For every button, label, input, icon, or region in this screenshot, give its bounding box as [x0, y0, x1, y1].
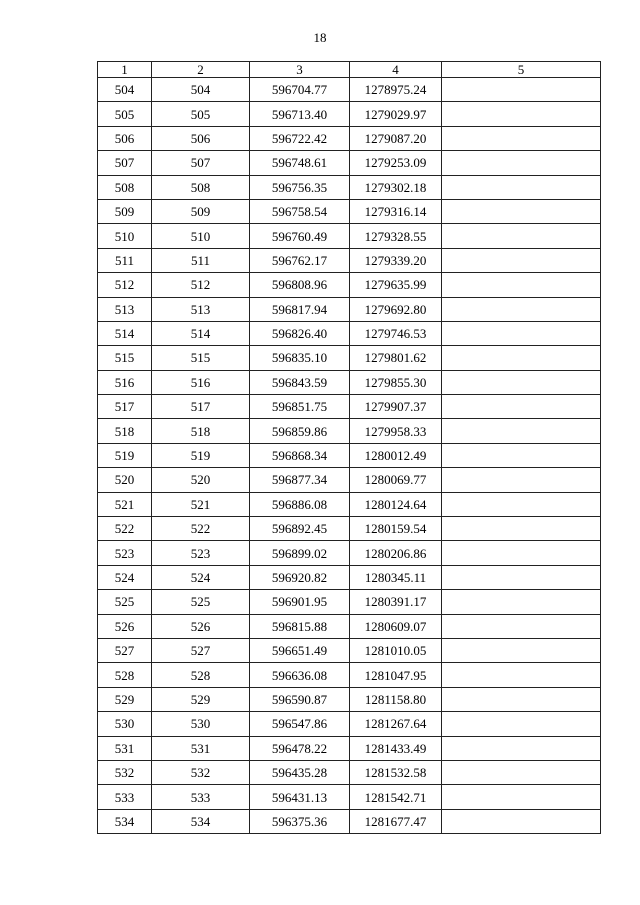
point-id-cell: 530	[152, 712, 250, 736]
x-coordinate-cell: 596748.61	[250, 151, 350, 175]
header-cell-2: 2	[152, 62, 250, 78]
point-id-cell: 532	[152, 760, 250, 784]
table-body	[98, 78, 601, 834]
point-id-cell: 519	[152, 443, 250, 467]
page-number: 18	[313, 30, 327, 45]
point-id-cell: 517	[152, 395, 250, 419]
table-row	[98, 199, 601, 223]
point-number-cell: 521	[98, 492, 152, 516]
notes-cell	[442, 687, 601, 711]
point-id-cell: 512	[152, 273, 250, 297]
notes-cell	[442, 346, 601, 370]
x-coordinate-cell: 596808.96	[250, 273, 350, 297]
table-row	[98, 590, 601, 614]
x-coordinate-cell: 596762.17	[250, 248, 350, 272]
header-cell-1: 1	[98, 62, 152, 78]
notes-cell	[442, 224, 601, 248]
point-number-cell: 533	[98, 785, 152, 809]
y-coordinate-cell: 1279302.18	[350, 175, 442, 199]
point-id-cell: 523	[152, 541, 250, 565]
header-cell-5: 5	[442, 62, 601, 78]
notes-cell	[442, 614, 601, 638]
x-coordinate-cell: 596851.75	[250, 395, 350, 419]
x-coordinate-cell: 596886.08	[250, 492, 350, 516]
table-row	[98, 224, 601, 248]
y-coordinate-cell: 1279855.30	[350, 370, 442, 394]
point-number-cell: 531	[98, 736, 152, 760]
point-number-cell: 518	[98, 419, 152, 443]
notes-cell	[442, 419, 601, 443]
notes-cell	[442, 175, 601, 199]
point-number-cell: 514	[98, 321, 152, 345]
point-id-cell: 506	[152, 126, 250, 150]
point-number-cell: 519	[98, 443, 152, 467]
x-coordinate-cell: 596722.42	[250, 126, 350, 150]
y-coordinate-cell: 1280609.07	[350, 614, 442, 638]
point-id-cell: 528	[152, 663, 250, 687]
x-coordinate-cell: 596435.28	[250, 760, 350, 784]
point-number-cell: 517	[98, 395, 152, 419]
table-row	[98, 517, 601, 541]
point-number-cell: 527	[98, 638, 152, 662]
x-coordinate-cell: 596756.35	[250, 175, 350, 199]
point-id-cell: 521	[152, 492, 250, 516]
x-coordinate-cell: 596590.87	[250, 687, 350, 711]
y-coordinate-cell: 1281047.95	[350, 663, 442, 687]
y-coordinate-cell: 1279316.14	[350, 199, 442, 223]
y-coordinate-cell: 1281677.47	[350, 809, 442, 833]
table-row	[98, 443, 601, 467]
y-coordinate-cell: 1279692.80	[350, 297, 442, 321]
x-coordinate-cell: 596547.86	[250, 712, 350, 736]
point-id-cell: 505	[152, 102, 250, 126]
y-coordinate-cell: 1279746.53	[350, 321, 442, 345]
table-row	[98, 736, 601, 760]
point-number-cell: 526	[98, 614, 152, 638]
x-coordinate-cell: 596817.94	[250, 297, 350, 321]
point-number-cell: 510	[98, 224, 152, 248]
y-coordinate-cell: 1280159.54	[350, 517, 442, 541]
point-id-cell: 531	[152, 736, 250, 760]
notes-cell	[442, 492, 601, 516]
point-id-cell: 504	[152, 78, 250, 102]
table-row	[98, 370, 601, 394]
notes-cell	[442, 638, 601, 662]
point-id-cell: 524	[152, 565, 250, 589]
point-id-cell: 529	[152, 687, 250, 711]
table-row	[98, 565, 601, 589]
table-row	[98, 712, 601, 736]
y-coordinate-cell: 1281542.71	[350, 785, 442, 809]
point-id-cell: 516	[152, 370, 250, 394]
point-number-cell: 504	[98, 78, 152, 102]
table-row	[98, 395, 601, 419]
notes-cell	[442, 541, 601, 565]
notes-cell	[442, 151, 601, 175]
table-row	[98, 809, 601, 833]
notes-cell	[442, 321, 601, 345]
x-coordinate-cell: 596859.86	[250, 419, 350, 443]
notes-cell	[442, 663, 601, 687]
point-number-cell: 506	[98, 126, 152, 150]
point-id-cell: 518	[152, 419, 250, 443]
y-coordinate-cell: 1279339.20	[350, 248, 442, 272]
point-id-cell: 527	[152, 638, 250, 662]
y-coordinate-cell: 1279087.20	[350, 126, 442, 150]
table-row	[98, 541, 601, 565]
table-row	[98, 492, 601, 516]
point-number-cell: 522	[98, 517, 152, 541]
notes-cell	[442, 760, 601, 784]
point-number-cell: 523	[98, 541, 152, 565]
notes-cell	[442, 736, 601, 760]
point-number-cell: 515	[98, 346, 152, 370]
y-coordinate-cell: 1279635.99	[350, 273, 442, 297]
y-coordinate-cell: 1280124.64	[350, 492, 442, 516]
notes-cell	[442, 809, 601, 833]
table-row	[98, 346, 601, 370]
table-row	[98, 248, 601, 272]
point-number-cell: 530	[98, 712, 152, 736]
point-number-cell: 507	[98, 151, 152, 175]
point-number-cell: 516	[98, 370, 152, 394]
y-coordinate-cell: 1281532.58	[350, 760, 442, 784]
notes-cell	[442, 273, 601, 297]
notes-cell	[442, 517, 601, 541]
x-coordinate-cell: 596868.34	[250, 443, 350, 467]
y-coordinate-cell: 1280206.86	[350, 541, 442, 565]
notes-cell	[442, 297, 601, 321]
y-coordinate-cell: 1278975.24	[350, 78, 442, 102]
point-number-cell: 512	[98, 273, 152, 297]
notes-cell	[442, 126, 601, 150]
x-coordinate-cell: 596815.88	[250, 614, 350, 638]
coordinates-table	[97, 61, 601, 834]
x-coordinate-cell: 596431.13	[250, 785, 350, 809]
x-coordinate-cell: 596892.45	[250, 517, 350, 541]
y-coordinate-cell: 1280069.77	[350, 468, 442, 492]
table-row	[98, 102, 601, 126]
table-header	[98, 62, 601, 78]
x-coordinate-cell: 596835.10	[250, 346, 350, 370]
table-row	[98, 297, 601, 321]
notes-cell	[442, 590, 601, 614]
point-number-cell: 534	[98, 809, 152, 833]
table-row	[98, 638, 601, 662]
x-coordinate-cell: 596478.22	[250, 736, 350, 760]
y-coordinate-cell: 1281158.80	[350, 687, 442, 711]
notes-cell	[442, 102, 601, 126]
x-coordinate-cell: 596651.49	[250, 638, 350, 662]
x-coordinate-cell: 596375.36	[250, 809, 350, 833]
y-coordinate-cell: 1281267.64	[350, 712, 442, 736]
notes-cell	[442, 370, 601, 394]
notes-cell	[442, 248, 601, 272]
notes-cell	[442, 443, 601, 467]
point-id-cell: 514	[152, 321, 250, 345]
y-coordinate-cell: 1279253.09	[350, 151, 442, 175]
point-id-cell: 522	[152, 517, 250, 541]
point-id-cell: 509	[152, 199, 250, 223]
y-coordinate-cell: 1280012.49	[350, 443, 442, 467]
table-row	[98, 321, 601, 345]
notes-cell	[442, 785, 601, 809]
table-row	[98, 78, 601, 102]
x-coordinate-cell: 596758.54	[250, 199, 350, 223]
table-row	[98, 419, 601, 443]
x-coordinate-cell: 596843.59	[250, 370, 350, 394]
point-number-cell: 525	[98, 590, 152, 614]
point-id-cell: 534	[152, 809, 250, 833]
point-id-cell: 513	[152, 297, 250, 321]
header-cell-4: 4	[350, 62, 442, 78]
x-coordinate-cell: 596760.49	[250, 224, 350, 248]
point-number-cell: 532	[98, 760, 152, 784]
x-coordinate-cell: 596901.95	[250, 590, 350, 614]
y-coordinate-cell: 1279029.97	[350, 102, 442, 126]
notes-cell	[442, 395, 601, 419]
point-id-cell: 511	[152, 248, 250, 272]
table-row	[98, 687, 601, 711]
table-row	[98, 273, 601, 297]
y-coordinate-cell: 1279328.55	[350, 224, 442, 248]
table-row	[98, 785, 601, 809]
y-coordinate-cell: 1281433.49	[350, 736, 442, 760]
y-coordinate-cell: 1279907.37	[350, 395, 442, 419]
point-id-cell: 508	[152, 175, 250, 199]
point-number-cell: 528	[98, 663, 152, 687]
y-coordinate-cell: 1281010.05	[350, 638, 442, 662]
point-number-cell: 508	[98, 175, 152, 199]
y-coordinate-cell: 1280345.11	[350, 565, 442, 589]
point-number-cell: 529	[98, 687, 152, 711]
point-id-cell: 510	[152, 224, 250, 248]
notes-cell	[442, 565, 601, 589]
x-coordinate-cell: 596920.82	[250, 565, 350, 589]
table-row	[98, 614, 601, 638]
point-id-cell: 507	[152, 151, 250, 175]
y-coordinate-cell: 1279801.62	[350, 346, 442, 370]
table-row	[98, 151, 601, 175]
point-id-cell: 520	[152, 468, 250, 492]
point-id-cell: 533	[152, 785, 250, 809]
x-coordinate-cell: 596826.40	[250, 321, 350, 345]
point-id-cell: 526	[152, 614, 250, 638]
point-number-cell: 513	[98, 297, 152, 321]
x-coordinate-cell: 596704.77	[250, 78, 350, 102]
point-id-cell: 515	[152, 346, 250, 370]
table-row	[98, 126, 601, 150]
y-coordinate-cell: 1279958.33	[350, 419, 442, 443]
table-row	[98, 468, 601, 492]
table-row	[98, 175, 601, 199]
table-row	[98, 663, 601, 687]
point-number-cell: 511	[98, 248, 152, 272]
x-coordinate-cell: 596713.40	[250, 102, 350, 126]
x-coordinate-cell: 596877.34	[250, 468, 350, 492]
notes-cell	[442, 199, 601, 223]
notes-cell	[442, 712, 601, 736]
point-id-cell: 525	[152, 590, 250, 614]
notes-cell	[442, 468, 601, 492]
point-number-cell: 505	[98, 102, 152, 126]
point-number-cell: 524	[98, 565, 152, 589]
table-row	[98, 760, 601, 784]
point-number-cell: 520	[98, 468, 152, 492]
x-coordinate-cell: 596636.08	[250, 663, 350, 687]
point-number-cell: 509	[98, 199, 152, 223]
x-coordinate-cell: 596899.02	[250, 541, 350, 565]
header-row	[98, 62, 601, 78]
notes-cell	[442, 78, 601, 102]
y-coordinate-cell: 1280391.17	[350, 590, 442, 614]
header-cell-3: 3	[250, 62, 350, 78]
